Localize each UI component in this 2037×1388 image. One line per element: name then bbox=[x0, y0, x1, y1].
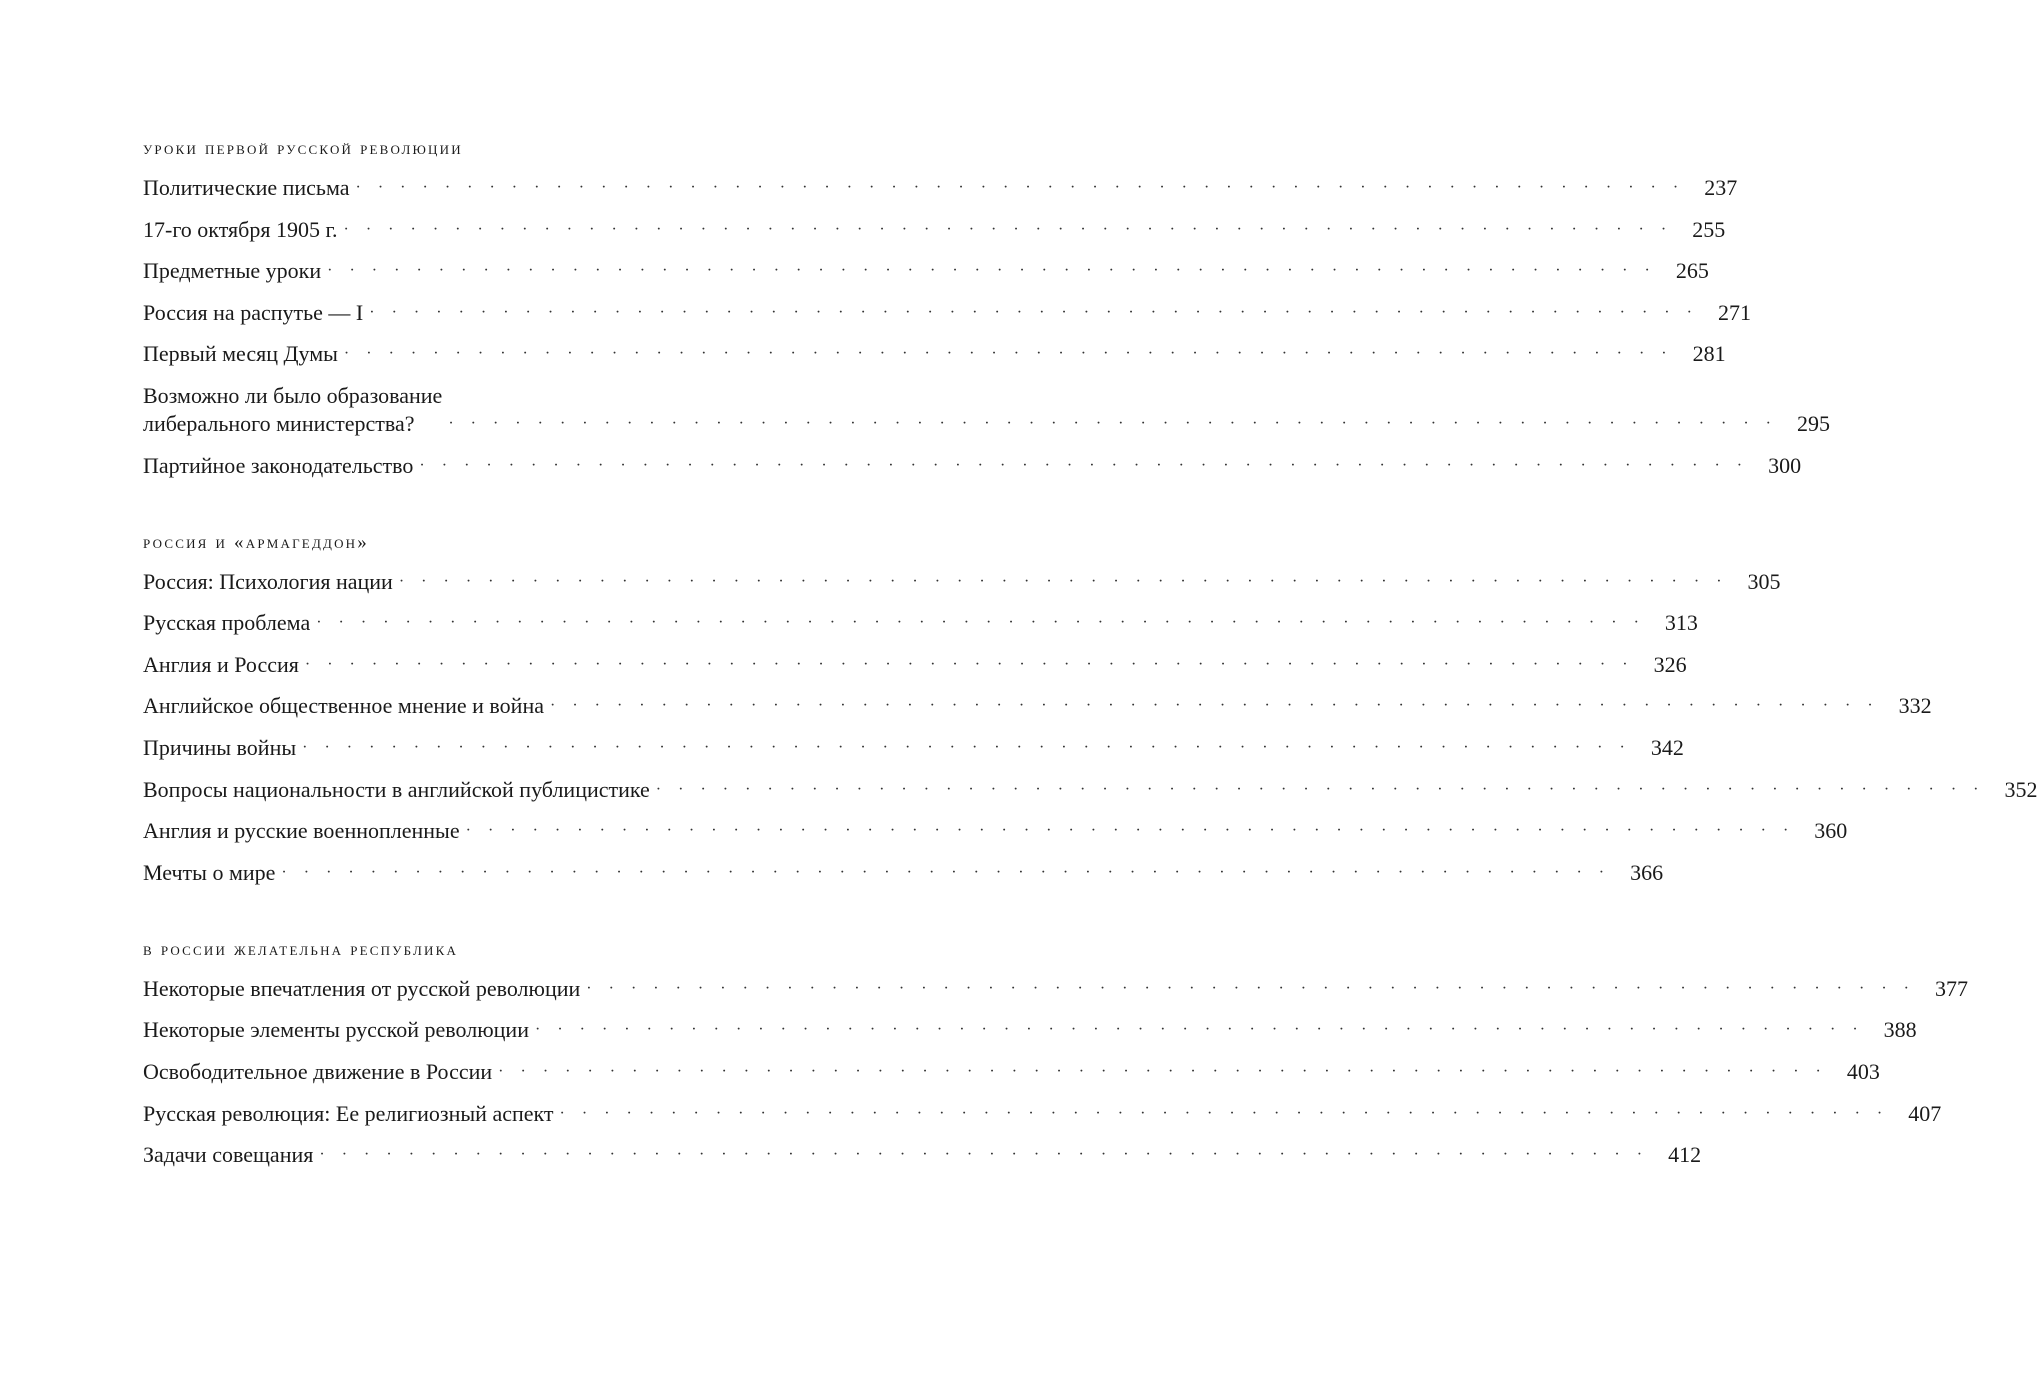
toc-entry[interactable] bbox=[143, 859, 1664, 887]
dot-leader: ···························································· bbox=[398, 572, 1739, 590]
entry-page-number: 300 bbox=[1768, 452, 1802, 478]
entry-page-number: 326 bbox=[1653, 651, 1687, 677]
entry-title: Россия на распутье — I bbox=[143, 299, 364, 325]
dot-leader: ···························································· bbox=[534, 1021, 1875, 1039]
entry-title: Партийное законодательство bbox=[143, 452, 414, 478]
entry-title: Причины войны bbox=[143, 734, 297, 760]
table-of-contents bbox=[143, 134, 2037, 1217]
entry-page-number: 403 bbox=[1846, 1058, 1880, 1084]
dot-leader: ···························································· bbox=[343, 345, 1684, 363]
entry-title: Россия: Психология нации bbox=[143, 568, 393, 594]
entry-page-number: 281 bbox=[1692, 341, 1726, 367]
dot-leader: ···························································· bbox=[355, 179, 1696, 196]
entry-title: Русская проблема bbox=[143, 610, 311, 636]
dot-leader: ···························································· bbox=[655, 780, 1996, 798]
toc-entry[interactable] bbox=[143, 776, 2037, 804]
entry-title: Политические письма bbox=[143, 175, 350, 200]
dot-leader: ···························································· bbox=[369, 303, 1709, 321]
dot-leader: ···························································· bbox=[419, 456, 1760, 474]
entry-page-number: 342 bbox=[1650, 734, 1684, 760]
entry-title: Англия и русские военнопленные bbox=[143, 818, 460, 844]
entry-title: Задачи совещания bbox=[143, 1142, 314, 1168]
section-title: в россии желательна республика bbox=[143, 938, 459, 960]
toc-entry[interactable] bbox=[143, 382, 1830, 438]
entry-title: 17-го октября 1905 г. bbox=[143, 216, 338, 242]
dot-leader: ···························································· bbox=[498, 1062, 1838, 1080]
toc-entry[interactable] bbox=[143, 734, 1684, 762]
entry-page-number: 352 bbox=[2004, 776, 2037, 802]
toc-entry[interactable] bbox=[143, 651, 1687, 679]
entry-page-number: 388 bbox=[1883, 1017, 1917, 1043]
toc-entry[interactable] bbox=[143, 692, 1932, 720]
toc-entry[interactable] bbox=[143, 817, 1848, 845]
entry-page-number: 313 bbox=[1664, 610, 1698, 636]
toc-entry[interactable] bbox=[143, 1141, 1702, 1169]
toc-entry[interactable] bbox=[143, 216, 1726, 244]
toc-entry[interactable] bbox=[143, 1100, 1942, 1128]
entry-title-line-1: Возможно ли было образование bbox=[143, 382, 443, 408]
toc-entry[interactable] bbox=[143, 257, 1709, 285]
toc-entry[interactable] bbox=[143, 174, 1738, 202]
toc-entry[interactable] bbox=[143, 609, 1698, 637]
entry-page-number: 332 bbox=[1898, 693, 1932, 719]
dot-leader: ···························································· bbox=[304, 655, 1645, 673]
toc-entry[interactable] bbox=[143, 1058, 1880, 1086]
entry-title: Предметные уроки bbox=[143, 258, 322, 284]
entry-page-number: 407 bbox=[1908, 1100, 1942, 1126]
entry-title: Освободительное движение в России bbox=[143, 1058, 493, 1084]
toc-entry[interactable] bbox=[143, 452, 1802, 480]
entry-page-number: 271 bbox=[1717, 299, 1751, 325]
toc-section bbox=[143, 528, 2037, 887]
toc-entry[interactable] bbox=[143, 568, 1781, 596]
entry-title: Первый месяц Думы bbox=[143, 341, 338, 367]
entry-title: Некоторые впечатления от русской революции bbox=[143, 975, 581, 1001]
entry-page-number: 366 bbox=[1630, 859, 1664, 885]
dot-leader: ···························································· bbox=[316, 614, 1656, 632]
dot-leader: ···························································· bbox=[327, 262, 1667, 280]
dot-leader: ···························································· bbox=[559, 1104, 1900, 1122]
entry-title: Мечты о мире bbox=[143, 859, 276, 885]
entry-title: Англия и Россия bbox=[143, 651, 299, 677]
dot-leader: ···························································· bbox=[549, 697, 1890, 715]
dot-leader: ···························································· bbox=[465, 822, 1806, 840]
entry-page-number: 305 bbox=[1747, 568, 1781, 594]
toc-entry[interactable] bbox=[143, 340, 1726, 368]
entry-title bbox=[143, 382, 442, 438]
entry-title: Некоторые элементы русской революции bbox=[143, 1017, 529, 1043]
entry-title: Английское общественное мнение и война bbox=[143, 693, 544, 719]
entry-page-number: 412 bbox=[1668, 1142, 1702, 1168]
dot-leader: ···························································· bbox=[586, 979, 1926, 997]
toc-entry[interactable] bbox=[143, 975, 1968, 1003]
toc-entry[interactable] bbox=[143, 299, 1751, 327]
section-title: уроки первой русской революции bbox=[143, 138, 463, 159]
dot-leader: ···························································· bbox=[448, 414, 1788, 432]
dot-leader: ···························································· bbox=[343, 220, 1684, 238]
entry-page-number: 255 bbox=[1692, 216, 1726, 242]
toc-section bbox=[143, 935, 1968, 1169]
dot-leader: ···························································· bbox=[302, 738, 1642, 756]
entry-page-number: 377 bbox=[1934, 975, 1968, 1001]
toc-section bbox=[143, 134, 1830, 480]
entry-page-number: 265 bbox=[1675, 258, 1709, 284]
dot-leader: ···························································· bbox=[281, 863, 1622, 881]
entry-page-number: 360 bbox=[1814, 818, 1848, 844]
dot-leader: ···························································· bbox=[319, 1146, 1660, 1164]
entry-page-number: 295 bbox=[1797, 410, 1830, 436]
entry-title: Русская революция: Ее религиозный аспект bbox=[143, 1100, 554, 1126]
section-title: россия и «армагеддон» bbox=[143, 531, 369, 553]
entry-title: Вопросы национальности в английской публицистике bbox=[143, 776, 650, 802]
entry-title-line-2: либерального министерства? bbox=[143, 410, 415, 436]
entry-page-number: 237 bbox=[1704, 175, 1738, 200]
toc-entry[interactable] bbox=[143, 1016, 1917, 1044]
